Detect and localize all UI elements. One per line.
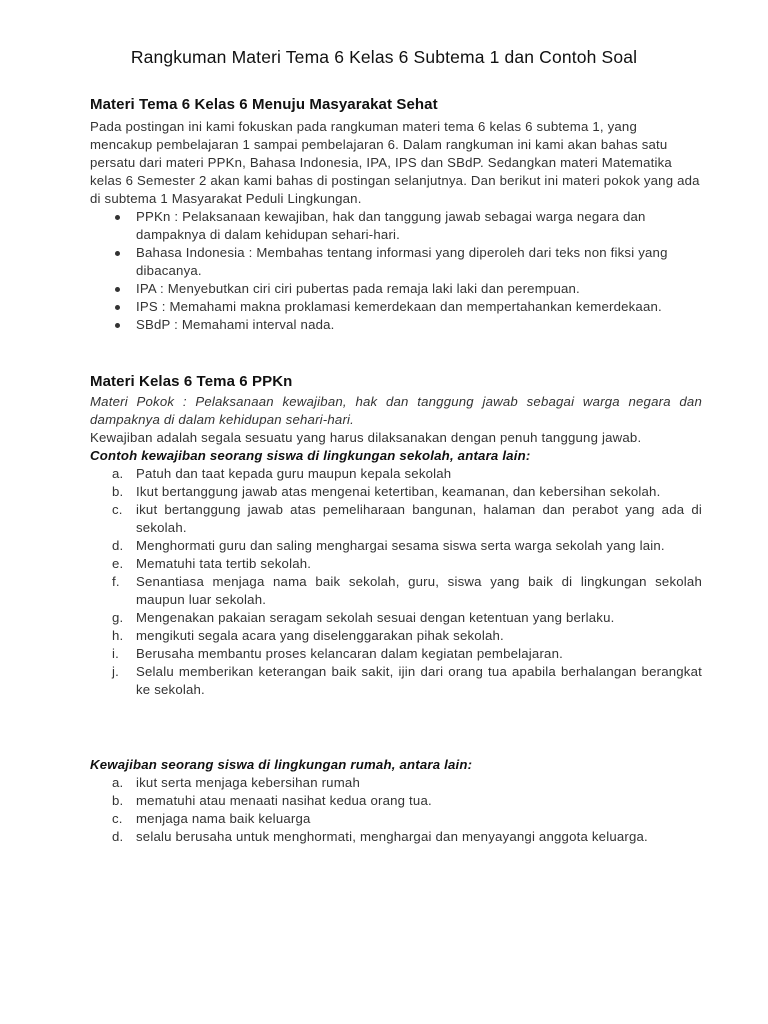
list-item: j. Selalu memberikan keterangan baik sakit, ijin dari orang tua apabila berhalangan berangkat ke sekolah. xyxy=(112,664,702,697)
definition-paragraph: Kewajiban adalah segala sesuatu yang harus dilaksanakan dengan penuh tanggung jawab. xyxy=(90,430,642,445)
bullet-item: PPKn : Pelaksanaan kewajiban, hak dan tanggung jawab sebagai warga negara dan dampaknya di dalam kehidupan sehari-hari. xyxy=(90,208,702,244)
list-item: e. Mematuhi tata tertib sekolah. xyxy=(112,556,312,571)
list-item: c. menjaga nama baik keluarga xyxy=(112,811,311,826)
subject-bullet-list xyxy=(90,208,702,334)
document-title: Rangkuman Materi Tema 6 Kelas 6 Subtema 1 dan Contoh Soal xyxy=(130,47,638,67)
school-duties-heading: Contoh kewajiban seorang siswa di lingkungan sekolah, antara lain: xyxy=(90,448,531,463)
school-duties-list xyxy=(90,465,702,699)
intro-paragraph: Pada postingan ini kami fokuskan pada rangkuman materi tema 6 kelas 6 subtema 1, yang mencakup pembelajaran 1 sampai pembelajaran 6. Dalam rangkuman ini kami akan bahas satu persatu dari materi PPKn, Bahasa Indonesia, IPA, IPS dan SBdP. Sedangkan materi Matematika kelas 6 Semester 2 akan kami bahas di postingan selanjutnya. Dan berikut ini materi pokok yang ada di subtema 1 Masyarakat Peduli Lingkungan. xyxy=(90,119,700,206)
list-item: b. Ikut bertanggung jawab atas mengenai ketertiban, keamanan, dan kebersihan sekolah. xyxy=(112,484,661,499)
materi-pokok: Materi Pokok : Pelaksanaan kewajiban, hak dan tanggung jawab sebagai warga negara dan dampaknya di dalam kehidupan sehari-hari. xyxy=(90,394,702,427)
bullet-item: IPA : Menyebutkan ciri ciri pubertas pada remaja laki laki dan perempuan. xyxy=(90,280,702,298)
home-duties-heading: Kewajiban seorang siswa di lingkungan rumah, antara lain: xyxy=(90,757,473,772)
section-ppkn xyxy=(90,372,702,699)
section-home-duties xyxy=(90,756,702,846)
list-item: d. selalu berusaha untuk menghormati, menghargai dan menyayangi anggota keluarga. xyxy=(112,829,648,844)
bullet-item: Bahasa Indonesia : Membahas tentang informasi yang diperoleh dari teks non fiksi yang dibacanya. xyxy=(90,244,702,280)
list-item: d. Menghormati guru dan saling menghargai sesama siswa serta warga sekolah yang lain. xyxy=(112,538,665,553)
list-item: a. Patuh dan taat kepada guru maupun kepala sekolah xyxy=(112,466,452,481)
bullet-item: SBdP : Memahami interval nada. xyxy=(90,316,702,334)
section-heading-overview: Materi Tema 6 Kelas 6 Menuju Masyarakat Sehat xyxy=(90,96,438,113)
list-item: c. ikut bertanggung jawab atas pemeliharaan bangunan, halaman dan perabot yang ada di sekolah. xyxy=(112,502,702,535)
section-overview xyxy=(90,95,702,334)
section-heading-ppkn: Materi Kelas 6 Tema 6 PPKn xyxy=(90,373,293,390)
bullet-item: IPS : Memahami makna proklamasi kemerdekaan dan mempertahankan kemerdekaan. xyxy=(90,298,702,316)
list-item: a. ikut serta menjaga kebersihan rumah xyxy=(112,775,360,790)
list-item: f. Senantiasa menjaga nama baik sekolah, guru, siswa yang baik di lingkungan sekolah maupun luar sekolah. xyxy=(112,574,702,607)
list-item: h. mengikuti segala acara yang diselenggarakan pihak sekolah. xyxy=(112,628,504,643)
list-item: g. Mengenakan pakaian seragam sekolah sesuai dengan ketentuan yang berlaku. xyxy=(112,610,615,625)
list-item: i. Berusaha membantu proses kelancaran dalam kegiatan pembelajaran. xyxy=(112,646,563,661)
list-item: b. mematuhi atau menaati nasihat kedua orang tua. xyxy=(112,793,432,808)
home-duties-list xyxy=(90,774,702,846)
